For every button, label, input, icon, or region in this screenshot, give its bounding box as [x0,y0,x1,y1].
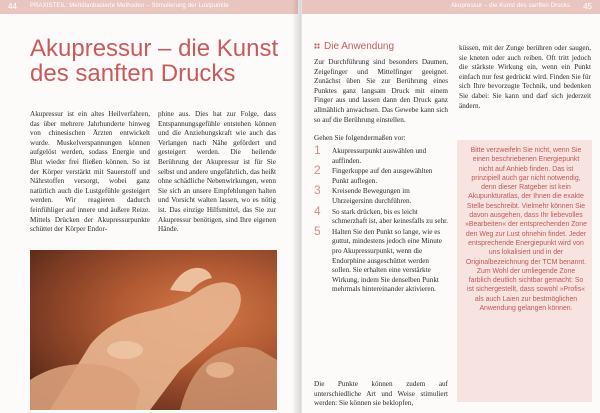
step-number: 2 [314,163,321,178]
section-title: Die Anwendung [324,41,395,52]
step-text: Halten Sie den Punkt so lange, wie es guttut, mindestens jedoch eine Minute pro Akupressurpunkt, wenn die Endorphine ausgeschüttet werden sollen. Sie erhalten eine verstärkte Wirkung, indem Sie denselben Punkt mehrmals hintereinander aktivieren. [332,227,442,294]
left-page-number: 44 [8,2,17,11]
step-text: Kreisende Bewegungen im Uhrzeigersinn durchführen. [332,187,412,205]
title-line-2: des sanften Drucks [30,60,236,87]
left-column-1: Akupressur ist ein altes Heilverfahren, das über mehrere Jahrhunderte hinweg von chinesischen Ärzten entwickelt wurde. Muskelverspannungen können aufgelöst werden, sodass Energie und Blut wieder frei fließen können. So ist der Körper verstärkt mit Sauerstoff und Nährstoffen versorgt, wobei ganz natürlich auch die Lustgefühle gesteigert werden. Wir reagieren dadurch feinfühliger auf innere und äußere Reize. Mittels Drücken der Akupressurpunkte schüttet der Körper Endor- [30,110,150,234]
step-text: So stark drücken, bis es leicht schmerzhaft ist, aber keinesfalls zu sehr. [332,207,448,226]
step-item [314,183,448,206]
section-dots-icon [314,43,320,49]
step-item [314,203,448,227]
right-page [302,0,600,413]
foot-massage-illustration [30,250,277,410]
steps-list [314,143,448,296]
step-number: 4 [314,203,321,218]
left-page [0,0,298,413]
section-heading [314,41,394,52]
step-text: Akupressurpunkt auswählen und auffinden. [332,147,427,165]
page-title [30,36,290,86]
title-line-1: Akupressur – die Kunst [30,35,279,62]
info-box-text: Bitte verzweifeln Sie nicht, wenn Sie einen beschriebenen Energiepunkt nicht auf Anhieb finden. Das ist prinzipiell auch gar nicht notwendig, denn dieser Ratgeber ist kein Akupunkturatlas, der Ihnen die exakte Stelle beschreibt. Vielmehr können Sie davon ausgehen, dass Ihr liebevolles »Bearbeiten« der entsprechenden Zone den Weg zur Lust ohnehin findet. Jeder entsprechende Energiepunkt wird von uns lokalisiert und in der Originalbezeichnung der TCM benannt. Zum Wohl der umliegende Zone farblich deutlich sichtbar gemacht: So ist sichergestellt, dass sowohl »Profis« als auch Laien zur bestmöglichen Anwendung gelangen können. [465,147,587,313]
foot-massage-photo [30,250,277,410]
steps-intro: Gehen Sie folgendermaßen vor: [314,134,406,142]
step-number: 5 [314,223,321,238]
step-text: Fingerkuppe auf den ausgewählten Punkt auflegen. [332,167,433,185]
left-column-2: phine aus. Dies hat zur Folge, dass Entspannungsgefühle entstehen können und die Anziehungskraft wie auch das Verlangen nach Nähe gefördert und gesteigert werden. Die heilende Berührung der Akupressur ist für Sie selbst und andere ungefährlich, das heißt ohne schädliche Nebenwirkungen, wenn Sie sich an unsere Empfehlungen halten und Vorsicht walten lassen, wo es nötig ist. Das einzige Hilfsmittel, das Sie zur Akupressur benötigen, sind Ihre eigenen Hände. [158,110,276,234]
step-item [314,223,448,295]
right-page-number: 45 [583,2,592,11]
right-column-2-paragraph: küssen, mit der Zunge berühren oder saugen, sie kneten oder auch reiben. Oft tritt jedoch die stärkste Wirkung ein, wenn ein Punkt einfach nur fest gedrückt wird. Finden Sie für sich Ihre bevorzugte Technik, und bedenken Sie dabei: Sie kann und darf sich jederzeit ändern. [459,44,591,110]
step-item [314,143,448,166]
right-column-1-paragraph: Zur Durchführung sind besonders Daumen, Zeigefinger und Mittelfinger geeignet. Zunächst üben Sie zur Berührung eines Punktes ganz langsam Druck mit einem Finger aus und lassen dann den Druck ganz allmählich anwachsen. Das Gewebe kann sich so auf die Berührung einstellen. [314,58,448,124]
right-running-head: Akupressur – die Kunst des sanften Drucks [450,3,570,9]
step-number: 1 [314,143,321,157]
info-box [457,140,592,402]
step-item [314,163,448,186]
step-number: 3 [314,183,321,198]
closing-paragraph: Die Punkte können zudem auf unterschiedliche Art und Weise stimuliert werden: Sie können sie beklopfen, [314,380,448,408]
left-running-head: PRAXISTEIL: Meridianbasierte Methoden – Stimulierung der Lustpunkte [30,3,229,9]
